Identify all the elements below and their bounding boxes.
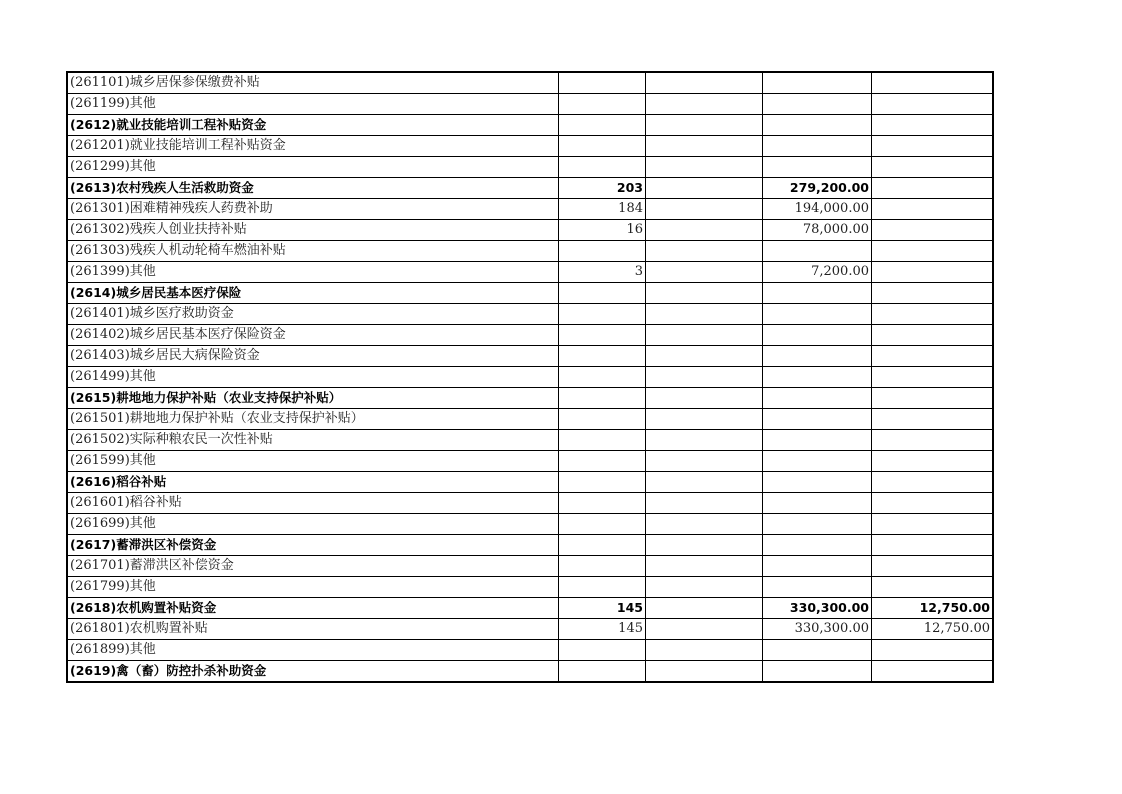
column-b-cell [646,94,763,115]
category-row [68,598,993,619]
count-cell [559,409,646,430]
amount-cell: 194,000.00 [763,199,872,220]
amount-cell: 330,300.00 [763,598,872,619]
item-name-cell: (2617)蓄滞洪区补偿资金 [68,535,559,556]
column-b-cell [646,493,763,514]
column-b-cell [646,598,763,619]
count-cell [559,661,646,682]
count-cell [559,73,646,94]
category-row [68,388,993,409]
amount-cell [763,556,872,577]
item-name-cell: (261502)实际种粮农民一次性补贴 [68,430,559,451]
column-d-cell [872,430,993,451]
table-row [68,577,993,598]
category-row [68,283,993,304]
column-d-cell [872,73,993,94]
item-name-cell: (261601)稻谷补贴 [68,493,559,514]
amount-cell [763,535,872,556]
count-cell [559,535,646,556]
count-cell [559,367,646,388]
amount-cell [763,409,872,430]
column-b-cell [646,619,763,640]
table-row [68,241,993,262]
column-d-cell [872,577,993,598]
table-row [68,136,993,157]
column-b-cell [646,157,763,178]
column-b-cell [646,388,763,409]
column-d-cell [872,283,993,304]
item-name-cell: (261199)其他 [68,94,559,115]
amount-cell [763,241,872,262]
item-name-cell: (2613)农村残疾人生活救助资金 [68,178,559,199]
table-row [68,220,993,241]
amount-cell [763,346,872,367]
table-row [68,157,993,178]
table-row [68,493,993,514]
column-b-cell [646,430,763,451]
item-name-cell: (2614)城乡居民基本医疗保险 [68,283,559,304]
column-b-cell [646,73,763,94]
column-b-cell [646,283,763,304]
item-name-cell: (261201)就业技能培训工程补贴资金 [68,136,559,157]
amount-cell [763,367,872,388]
column-d-cell [872,367,993,388]
amount-cell [763,325,872,346]
column-b-cell [646,640,763,661]
table-row [68,430,993,451]
table-row [68,619,993,640]
column-b-cell [646,220,763,241]
item-name-cell: (261699)其他 [68,514,559,535]
item-name-cell: (261899)其他 [68,640,559,661]
column-d-cell [872,535,993,556]
item-name-cell: (2619)禽（畜）防控扑杀补助资金 [68,661,559,682]
amount-cell: 7,200.00 [763,262,872,283]
table-row [68,514,993,535]
column-b-cell [646,514,763,535]
item-name-cell: (2612)就业技能培训工程补贴资金 [68,115,559,136]
table-row [68,325,993,346]
subsidy-table [67,72,993,682]
count-cell [559,136,646,157]
item-name-cell: (2615)耕地地力保护补贴（农业支持保护补贴） [68,388,559,409]
item-name-cell: (2618)农机购置补贴资金 [68,598,559,619]
amount-cell: 279,200.00 [763,178,872,199]
amount-cell [763,493,872,514]
column-b-cell [646,451,763,472]
column-d-cell [872,661,993,682]
column-d-cell [872,409,993,430]
item-name-cell: (261801)农机购置补贴 [68,619,559,640]
count-cell [559,283,646,304]
count-cell [559,556,646,577]
amount-cell [763,73,872,94]
column-d-cell [872,514,993,535]
count-cell: 145 [559,619,646,640]
count-cell [559,325,646,346]
amount-cell [763,451,872,472]
amount-cell [763,640,872,661]
count-cell [559,241,646,262]
column-b-cell [646,199,763,220]
column-d-cell [872,451,993,472]
item-name-cell: (261599)其他 [68,451,559,472]
column-b-cell [646,409,763,430]
column-d-cell [872,346,993,367]
column-d-cell [872,262,993,283]
count-cell [559,346,646,367]
count-cell [559,115,646,136]
amount-cell [763,94,872,115]
table-row [68,346,993,367]
category-row [68,535,993,556]
count-cell: 203 [559,178,646,199]
column-d-cell [872,640,993,661]
count-cell [559,472,646,493]
amount-cell [763,136,872,157]
table-row [68,451,993,472]
column-d-cell [872,94,993,115]
count-cell [559,640,646,661]
column-b-cell [646,115,763,136]
column-b-cell [646,661,763,682]
amount-cell [763,157,872,178]
column-b-cell [646,241,763,262]
item-name-cell: (261701)蓄滞洪区补偿资金 [68,556,559,577]
item-name-cell: (261299)其他 [68,157,559,178]
table-row [68,73,993,94]
count-cell [559,157,646,178]
count-cell: 184 [559,199,646,220]
count-cell [559,577,646,598]
count-cell [559,388,646,409]
item-name-cell: (261401)城乡医疗救助资金 [68,304,559,325]
column-b-cell [646,535,763,556]
column-d-cell [872,325,993,346]
column-b-cell [646,325,763,346]
item-name-cell: (261501)耕地地力保护补贴（农业支持保护补贴） [68,409,559,430]
amount-cell [763,514,872,535]
table-row [68,199,993,220]
column-b-cell [646,262,763,283]
category-row [68,115,993,136]
category-row [68,178,993,199]
table-row [68,304,993,325]
count-cell [559,451,646,472]
column-d-cell: 12,750.00 [872,619,993,640]
column-d-cell [872,199,993,220]
item-name-cell: (261402)城乡居民基本医疗保险资金 [68,325,559,346]
column-d-cell [872,388,993,409]
table-row [68,262,993,283]
table-row [68,409,993,430]
amount-cell [763,388,872,409]
amount-cell [763,472,872,493]
category-row [68,661,993,682]
count-cell [559,493,646,514]
count-cell: 145 [559,598,646,619]
count-cell [559,94,646,115]
column-b-cell [646,346,763,367]
column-d-cell [872,241,993,262]
item-name-cell: (261302)残疾人创业扶持补贴 [68,220,559,241]
column-d-cell [872,115,993,136]
table-row [68,556,993,577]
amount-cell: 78,000.00 [763,220,872,241]
column-d-cell [872,304,993,325]
amount-cell [763,283,872,304]
amount-cell [763,430,872,451]
category-row [68,472,993,493]
column-b-cell [646,556,763,577]
column-d-cell [872,472,993,493]
item-name-cell: (261399)其他 [68,262,559,283]
column-b-cell [646,178,763,199]
item-name-cell: (261303)残疾人机动轮椅车燃油补贴 [68,241,559,262]
table-row [68,94,993,115]
count-cell: 3 [559,262,646,283]
count-cell [559,430,646,451]
item-name-cell: (261403)城乡居民大病保险资金 [68,346,559,367]
column-b-cell [646,577,763,598]
item-name-cell: (261499)其他 [68,367,559,388]
column-d-cell [872,220,993,241]
column-d-cell [872,556,993,577]
column-b-cell [646,136,763,157]
amount-cell [763,304,872,325]
subsidy-table-body [68,73,993,682]
column-b-cell [646,304,763,325]
table-row [68,640,993,661]
column-b-cell [646,367,763,388]
amount-cell [763,661,872,682]
amount-cell: 330,300.00 [763,619,872,640]
count-cell [559,304,646,325]
column-d-cell [872,136,993,157]
column-d-cell [872,493,993,514]
item-name-cell: (2616)稻谷补贴 [68,472,559,493]
column-d-cell: 12,750.00 [872,598,993,619]
column-d-cell [872,178,993,199]
amount-cell [763,577,872,598]
count-cell: 16 [559,220,646,241]
column-d-cell [872,157,993,178]
table-row [68,367,993,388]
column-b-cell [646,472,763,493]
item-name-cell: (261799)其他 [68,577,559,598]
item-name-cell: (261301)困难精神残疾人药费补助 [68,199,559,220]
count-cell [559,514,646,535]
item-name-cell: (261101)城乡居保参保缴费补贴 [68,73,559,94]
amount-cell [763,115,872,136]
